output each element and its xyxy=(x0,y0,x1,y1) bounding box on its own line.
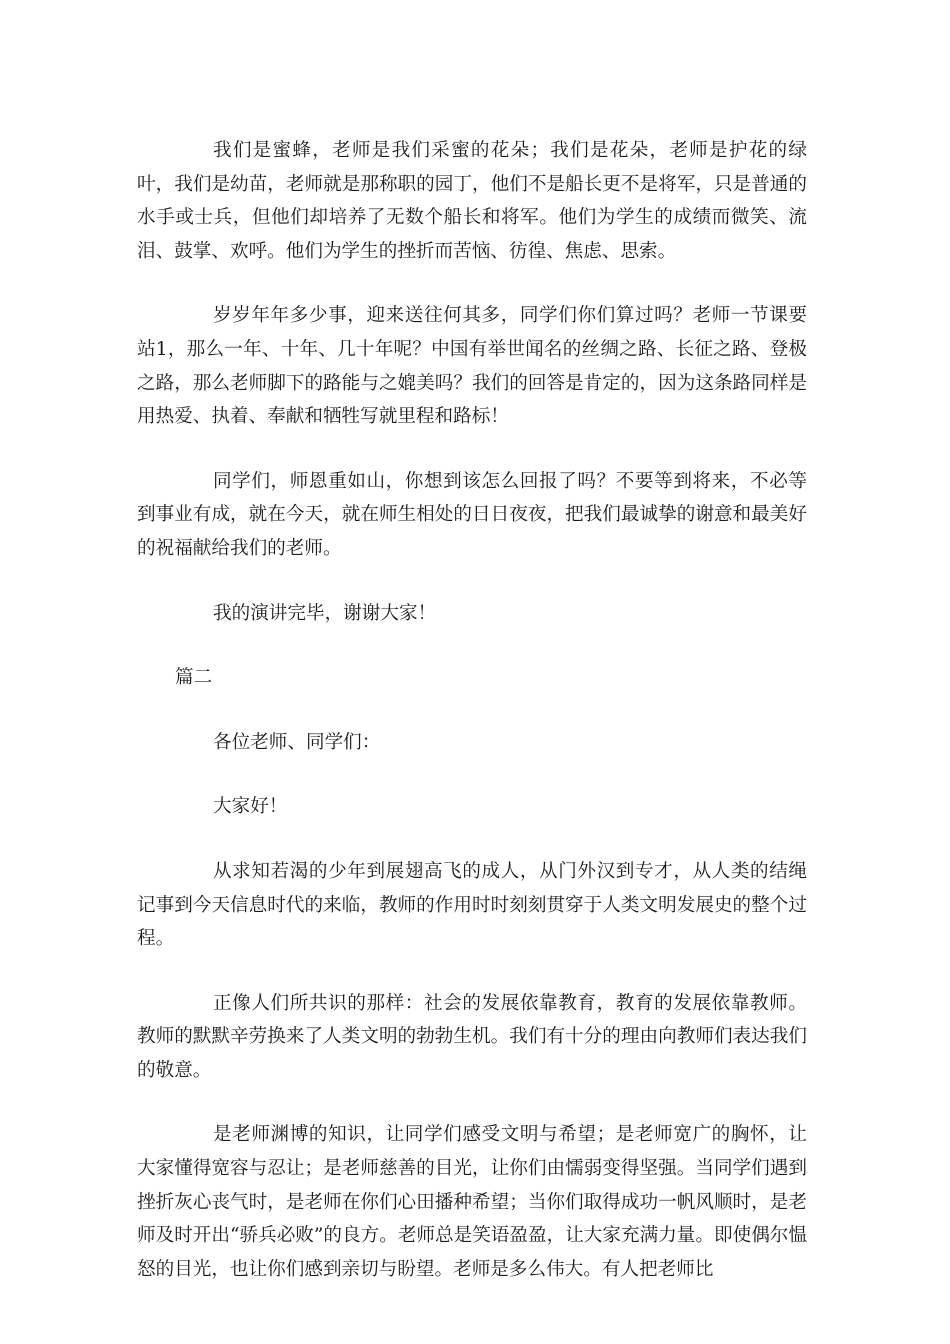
paragraph: 正像人们所共识的那样：社会的发展依靠教育，教育的发展依靠教师。教师的默默辛劳换来了人类文明的勃勃生机。我们有十分的理由向教师们表达我们的敬意。 xyxy=(137,992,807,1081)
paragraph: 是老师渊博的知识，让同学们感受文明与希望；是老师宽广的胸怀，让大家懂得宽容与忍让；是老师慈善的目光，让你们由懦弱变得坚强。当同学们遇到挫折灰心丧气时，是老师在你们心田播种希望；当你们取得成功一帆风顺时，是老师及时开出“骄兵必败”的良方。老师总是笑语盈盈，让大家充满力量。即使偶尔愠怒的目光，也让你们感到亲切与盼望。老师是多么伟大。有人把老师比 xyxy=(137,1124,807,1280)
greeting: 大家好！ xyxy=(213,796,288,818)
paragraph: 我们是蜜蜂，老师是我们采蜜的花朵；我们是花朵，老师是护花的绿叶，我们是幼苗，老师就是那称职的园丁，他们不是船长更不是将军，只是普通的水手或士兵，但他们却培养了无数个船长和将军。他们为学生的成绩而微笑、流泪、鼓掌、欢呼。他们为学生的挫折而苦恼、彷徨、焦虑、思索。 xyxy=(137,140,807,262)
section-heading: 篇二 xyxy=(175,667,213,689)
paragraph: 同学们，师恩重如山，你想到该怎么回报了吗？不要等到将来，不必等到事业有成，就在今天，就在师生相处的日日夜夜，把我们最诚挚的谢意和最美好的祝福献给我们的老师。 xyxy=(137,470,807,559)
paragraph: 从求知若渴的少年到展翅高飞的成人，从门外汉到专才，从人类的结绳记事到今天信息时代的来临，教师的作用时时刻刻贯穿于人类文明发展史的整个过程。 xyxy=(137,860,807,950)
document-body xyxy=(137,134,807,1317)
closing-line: 我的演讲完毕，谢谢大家！ xyxy=(213,602,437,624)
paragraph: 岁岁年年多少事，迎来送往何其多，同学们你们算过吗？老师一节课要站1，那么一年、十年、几十年呢？中国有举世闻名的丝绸之路、长征之路、登极之路，那么老师脚下的路能与之媲美吗？我们的回答是肯定的，因为这条路同样是用热爱、执着、奉献和牺牲写就里程和路标！ xyxy=(137,305,807,428)
salutation: 各位老师、同学们： xyxy=(213,731,381,753)
